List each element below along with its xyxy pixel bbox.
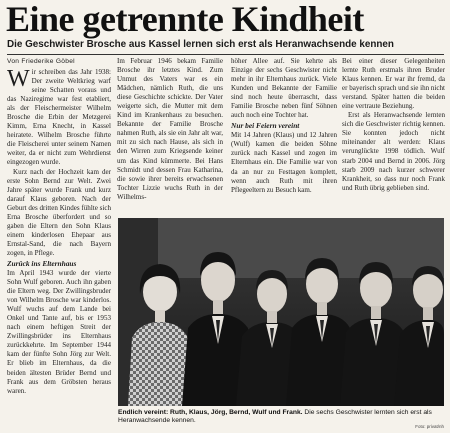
- caption-text: Die sechs Geschwister lernten sich erst als Heranwachsende kennen.: [118, 409, 432, 425]
- column-1-paragraph-1: [7, 68, 111, 168]
- column-1-paragraph-1-text: ir schreiben das Jahr 1938: Der zweite Weltkrieg warf seine Schatten voraus und das Naziregime war fest etabliert, als der Fleischermeister Wilhelm Brosche die Erbin der Metzgerei Kimm, Erna Knecht, in Kassel heiratete. Wilhelm Brosche führte die Fleischerei unter seinem Namen weiter, da er nicht zum Wehrdienst eingezogen wurde.: [7, 68, 111, 167]
- column-4-paragraph-2: Erst als Heranwachsende lernten sich die Geschwister richtig kennen. Sie konnten jedoch nicht miteinander alt werden: Klaus verunglückte 1998 tödlich. Wulf starb 2004 und Bernd in 2006. Jörg starb 2009 nach kurzer schwerer Krankheit, so dass nur noch Frank und Ruth übrig geblieben sind.: [342, 111, 445, 192]
- column-3-paragraph-1: höher Allee auf. Sie kehrte als Einzige der sechs Geschwister nicht mehr in ihr Elternhaus zurück. Viele Kunden und Bekannte der Familie sind noch heute überrascht, dass Familie Brosche neben fünf Söhnen auch noch eine Tochter hat.: [231, 57, 337, 120]
- column-1-paragraph-2: Kurz nach der Hochzeit kam der erste Sohn Bernd zur Welt. Zwei Jahre später wurde Frank und kurz darauf Klaus geboren. Nach der Geburt des dritten Kindes fühlte sich Erna Brosche überfordert und so gaben die Eltern den Sohn Klaus einem kinderlosen Ehepaar aus Ernstal-Sand, die nach Bayern zogen, in Pflege.: [7, 167, 111, 257]
- column-3-paragraph-2: Mit 14 Jahren (Klaus) und 12 Jahren (Wulf) kamen die beiden Söhne zurück nach Kassel und zogen im Elternhaus ein. Die Familie war von da an nur zu Festtagen komplett, wenn auch Ruth mit ihren Pflegeeltern zu Besuch kam.: [231, 131, 337, 194]
- group-photo-image: [118, 218, 444, 406]
- group-photo: [118, 218, 444, 406]
- drop-cap: W: [7, 68, 30, 92]
- column-1-paragraph-3: Im April 1943 wurde der vierte Sohn Wulf geboren. Auch ihn gaben die Eltern weg. Der Zwillingsbruder von Wilhelm Brosche war kinderlos. Wulf wuchs auf dem Lande bei Onkel und Tante auf, bis er 1953 nach einem heftigen Streit der Zwillingsbrüder ins Elternhaus zurückkehrte. Im September 1944 kam der fünfte Sohn Jörg zur Welt. Er blieb im Elternhaus, da die beiden ältesten Brüder Bernd und Frank aus dem Gröbsten heraus waren.: [7, 268, 111, 395]
- article-column-4: [342, 57, 445, 217]
- column-2-paragraph-1: Im Februar 1946 bekam Familie Brosche ihr letztes Kind. Zum Unmut des Vaters war es ein Mädchen, nämlich Ruth, die uns diese Geschichte schickte. Der Vater weigerte sich, die Mutter mit dem Kind im Krankenhaus zu besuchen. Bekannte der Familie Brosche nahmen Ruth, als sie ein Jahr alt war, mit zu sich nach Hause, als sich in den Wirren zum Kriegsende keiner um das Kind kümmerte. Bei Hans Schmidt und dessen Frau Katharina, die sowie ihrer bereits erwachsenen Tochter Lizzie wuchs Ruth in der Wilhelms-: [117, 57, 223, 201]
- article-column-3: [231, 57, 337, 217]
- headline: Eine getrennte Kindheit: [6, 0, 364, 39]
- photo-credit: Foto: privat/nh: [415, 424, 444, 429]
- column-4-paragraph-1: Bei einer dieser Gelegenheiten lernte Ruth erstmals ihren Bruder Klaus kennen. Er war ihr fremd, da er bayerisch sprach und sie ihn nicht verstand. Später hatten die beiden eine vertraute Beziehung.: [342, 57, 445, 111]
- article-column-2: [117, 57, 223, 217]
- subheading-feiern: Nur bei Feiern vereint: [231, 121, 300, 131]
- photo-caption: [118, 409, 444, 425]
- subheading-zurueck: Zurück ins Elternhaus: [7, 258, 77, 268]
- byline: Von Friederike Göbel: [7, 58, 75, 65]
- caption-lead: Endlich vereint: Ruth, Klaus, Jörg, Bernd, Wulf und Frank.: [118, 409, 303, 416]
- article-column-1: [7, 68, 111, 430]
- header-rule: [7, 54, 444, 55]
- subheadline: Die Geschwister Brosche aus Kassel lernen sich erst als Heranwachsende kennen: [7, 39, 394, 50]
